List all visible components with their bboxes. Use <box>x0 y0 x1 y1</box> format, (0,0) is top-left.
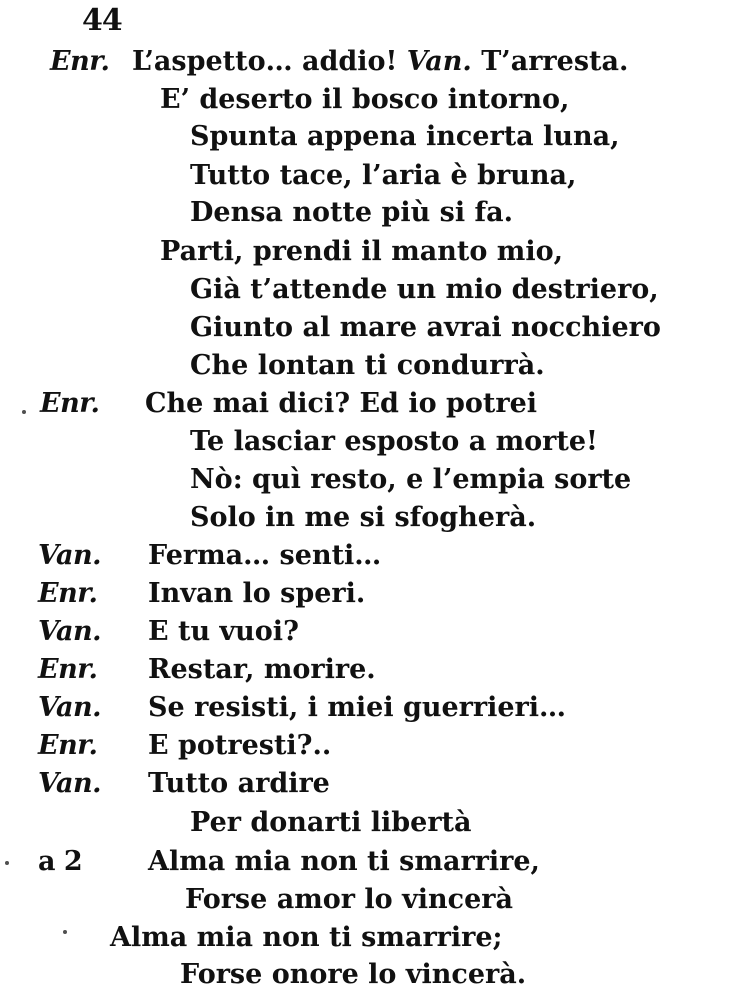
verse-text: Già t’attende un mio destriero, <box>190 274 659 305</box>
verse-text: Alma mia non ti smarrire, <box>148 846 540 877</box>
verse-text: Nò: quì resto, e l’empia sorte <box>190 464 632 495</box>
verse-text: Tutto tace, l’aria è bruna, <box>190 160 577 191</box>
verse-text: Per donarti libertà <box>190 807 472 838</box>
verse-text: Tutto ardire <box>148 768 330 799</box>
verse-text: Te lasciar esposto a morte! <box>190 426 598 457</box>
verse-text: E potresti?.. <box>148 730 332 761</box>
speaker-label: Enr. <box>38 578 98 609</box>
verse-text: Giunto al mare avrai nocchiero <box>190 312 661 343</box>
verse-text <box>132 43 628 80</box>
verse-text: Densa notte più si fa. <box>190 197 514 228</box>
verse-text: Forse onore lo vincerà. <box>180 959 527 986</box>
verse-text: Parti, prendi il manto mio, <box>160 236 563 267</box>
verse-text: Forse amor lo vincerà <box>185 884 513 915</box>
verse-text: E tu vuoi? <box>148 616 299 647</box>
inline-speaker-label: Van. <box>406 46 472 77</box>
speaker-label: a 2 <box>38 846 83 877</box>
verse-text: E’ deserto il bosco intorno, <box>160 84 570 115</box>
speaker-label: Enr. <box>38 730 98 761</box>
verse-text: Che lontan ti condurrà. <box>190 350 545 381</box>
speaker-label: Van. <box>38 768 101 799</box>
verse-text: Solo in me si sfogherà. <box>190 502 537 533</box>
verse-text-before: L’aspetto… addio! <box>132 46 398 77</box>
verse-text-after: T’arresta. <box>481 46 629 77</box>
verse-text: Che mai dici? Ed io potrei <box>145 388 538 419</box>
verse-text: Spunta appena incerta luna, <box>190 121 620 152</box>
margin-mark <box>22 410 26 414</box>
speaker-label: Van. <box>38 540 101 571</box>
margin-mark <box>5 861 9 865</box>
verse-text: Se resisti, i miei guerrieri… <box>148 692 567 723</box>
verse-text: Restar, morire. <box>148 654 376 685</box>
speaker-label: Enr. <box>40 388 100 419</box>
speaker-label: Enr. <box>38 654 98 685</box>
margin-mark <box>63 930 67 934</box>
page-number: 44 <box>82 3 122 38</box>
speaker-label: Enr. <box>50 46 110 77</box>
verse-text: Ferma… senti… <box>148 540 382 571</box>
verse-text: Invan lo speri. <box>148 578 366 609</box>
speaker-label: Van. <box>38 692 101 723</box>
verse-text: Alma mia non ti smarrire; <box>110 922 503 953</box>
speaker-label: Van. <box>38 616 101 647</box>
